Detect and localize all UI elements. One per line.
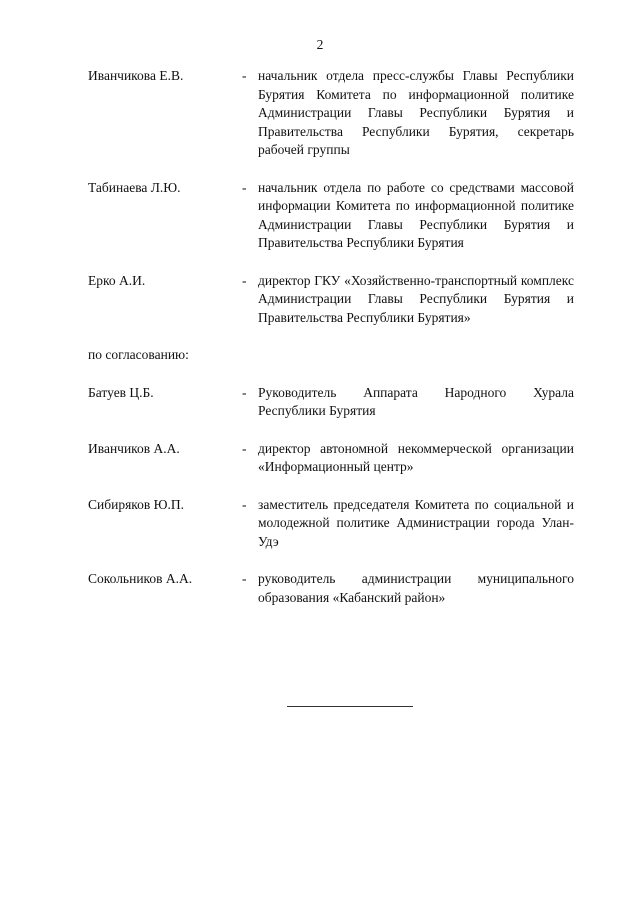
dash-separator: -	[242, 496, 247, 512]
member-list	[88, 67, 574, 626]
dash-separator: -	[242, 571, 247, 586]
member-entry	[88, 179, 574, 253]
member-name: Сибиряков Ю.П.	[88, 496, 185, 512]
member-entry	[88, 272, 574, 328]
dash-separator: -	[242, 384, 247, 400]
member-name: Ерко А.И.	[88, 272, 146, 288]
agreement-note: по согласованию:	[88, 347, 189, 362]
member-position: начальник отдела по работе со средствами массовой информации Комитета по информационной политике Администрации Главы Республики Бурятия и Правительства Республики Бурятия	[258, 179, 574, 250]
member-entry	[88, 384, 574, 421]
member-entry	[88, 67, 574, 160]
member-name: Табинаева Л.Ю.	[88, 179, 181, 195]
member-name: Иванчиков А.А.	[88, 440, 180, 456]
member-entry	[88, 496, 574, 552]
dash-separator: -	[242, 68, 247, 83]
member-position: директор автономной некоммерческой организации «Информационный центр»	[258, 440, 574, 474]
member-name: Сокольников А.А.	[88, 571, 193, 586]
member-position: Руководитель Аппарата Народного Хурала Республики Бурятия	[258, 384, 574, 418]
member-name: Иванчикова Е.В.	[88, 68, 184, 83]
member-position: начальник отдела пресс-службы Главы Республики Бурятия Комитета по информационной политике Администрации Главы Республики Бурятия и Правительства Республики Бурятия, секретарь рабочей группы	[258, 68, 574, 157]
dash-separator: -	[242, 272, 247, 288]
member-position: руководитель администрации муниципального образования «Кабанский район»	[258, 571, 574, 605]
member-position: директор ГКУ «Хозяйственно-транспортный комплекс Администрации Главы Республики Бурятия и Правительства Республики Бурятия»	[258, 272, 574, 325]
page-number: 2	[316, 37, 324, 52]
member-position: заместитель председателя Комитета по социальной и молодежной политике Администрации города Улан-Удэ	[258, 496, 574, 549]
member-name: Батуев Ц.Б.	[88, 384, 154, 400]
member-entry	[88, 570, 574, 607]
document-end-line	[287, 706, 413, 707]
member-entry	[88, 440, 574, 477]
dash-separator: -	[242, 440, 247, 456]
dash-separator: -	[242, 179, 247, 195]
